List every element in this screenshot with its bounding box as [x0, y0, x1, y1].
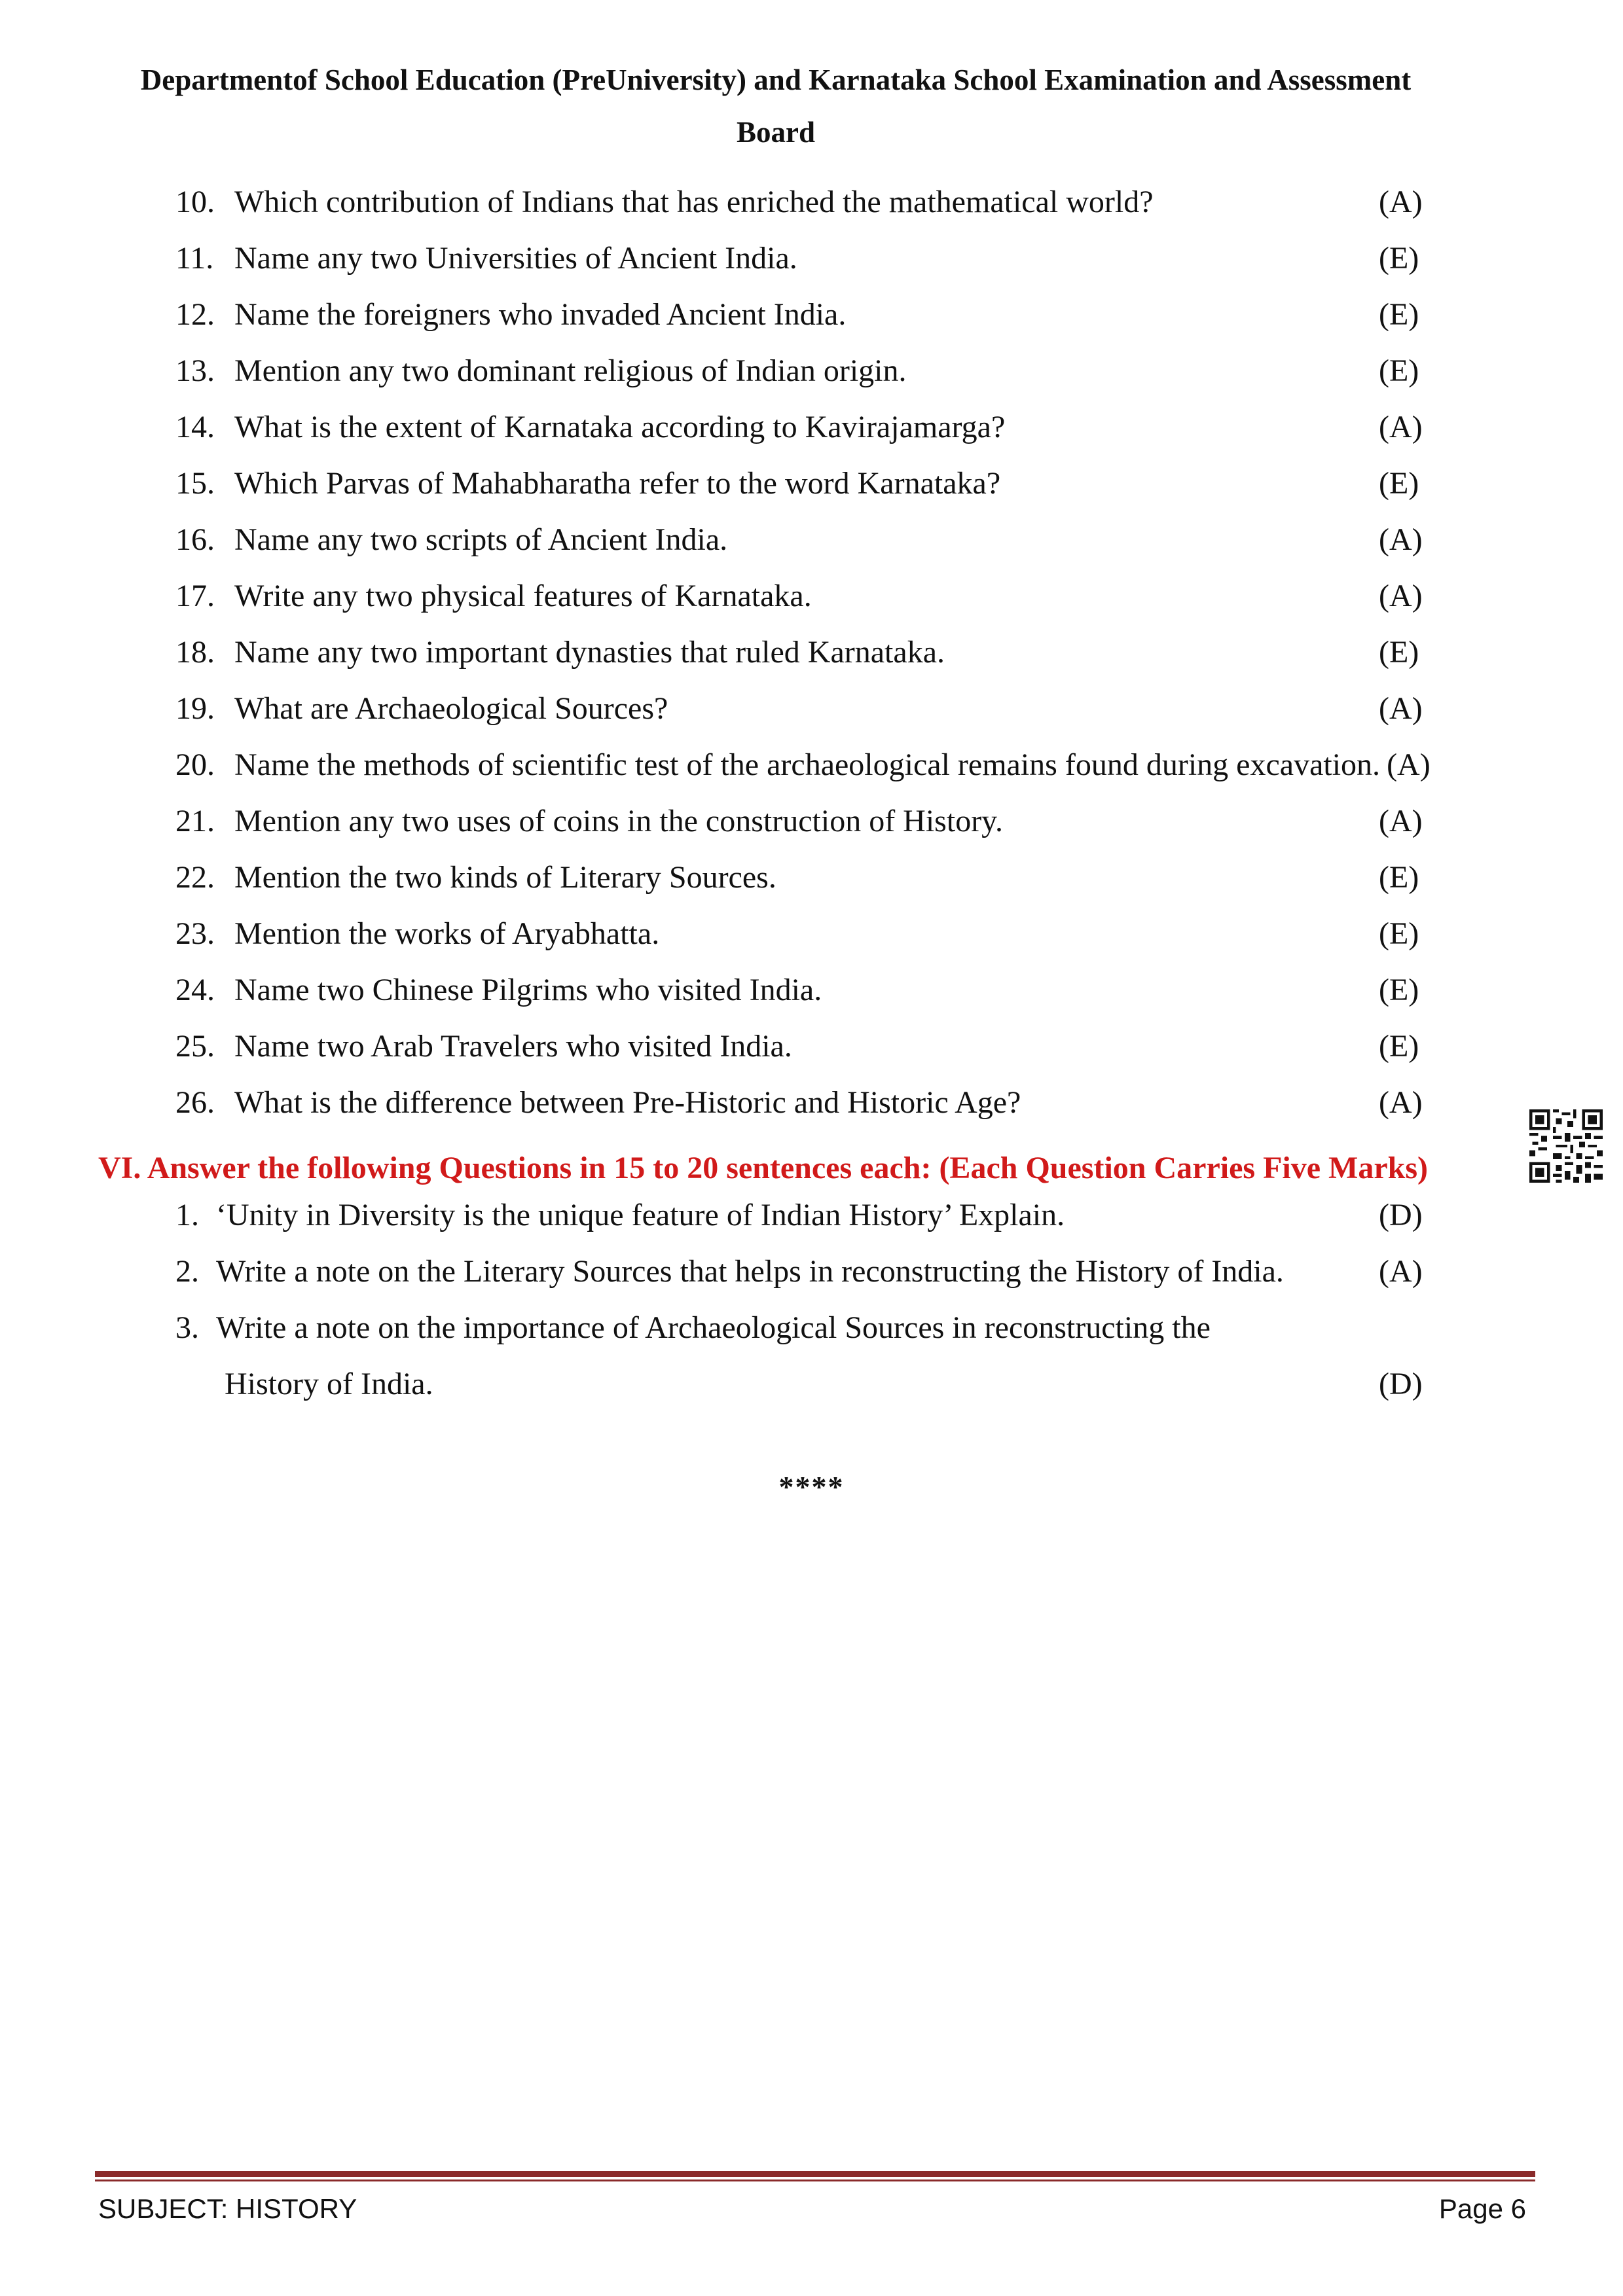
question-item — [0, 1075, 1623, 1131]
page-header — [85, 54, 1467, 158]
question-text: Write a note on the importance of Archaeological Sources in reconstructing the — [216, 1310, 1211, 1345]
difficulty-level: (E) — [1379, 973, 1419, 1007]
question-text: Name the foreigners who invaded Ancient India. — [234, 297, 847, 332]
question-number: 26. — [175, 1085, 215, 1120]
question-item — [0, 793, 1623, 850]
difficulty-level: (A) — [1379, 1254, 1423, 1289]
question-item — [0, 174, 1623, 230]
difficulty-level: (E) — [1379, 241, 1419, 276]
question-text: Which contribution of Indians that has enriched the mathematical world? — [234, 185, 1154, 219]
question-number: 23. — [175, 916, 215, 951]
question-text-body: Name the methods of scientific test of the archaeological remains found during excavation. — [234, 747, 1381, 782]
question-number: 20. — [175, 747, 215, 782]
question-number: 3. — [175, 1310, 199, 1345]
question-text: Mention any two dominant religious of Indian origin. — [234, 353, 907, 388]
question-item — [0, 1244, 1623, 1300]
difficulty-level: (E) — [1379, 353, 1419, 388]
question-text: Write any two physical features of Karnataka. — [234, 579, 812, 613]
question-number: 15. — [175, 466, 215, 501]
question-item — [0, 962, 1623, 1018]
difficulty-level: (A) — [1379, 1085, 1423, 1120]
question-number: 14. — [175, 410, 215, 444]
difficulty-level: (A) — [1387, 747, 1431, 782]
question-item — [0, 1300, 1623, 1356]
question-item — [0, 681, 1623, 737]
question-number: 25. — [175, 1029, 215, 1064]
question-number: 13. — [175, 353, 215, 388]
question-number: 19. — [175, 691, 215, 726]
question-text: Name two Arab Travelers who visited India. — [234, 1029, 792, 1064]
question-text: Write a note on the Literary Sources that helps in reconstructing the History of India. — [216, 1254, 1284, 1289]
question-item — [0, 737, 1623, 793]
footer-rule-thick — [95, 2171, 1535, 2177]
question-number: 2. — [175, 1254, 199, 1289]
question-text: Mention the two kinds of Literary Sources. — [234, 860, 776, 895]
question-item — [0, 624, 1623, 681]
footer-rule-thin — [95, 2179, 1535, 2181]
question-number: 22. — [175, 860, 215, 895]
question-number: 24. — [175, 973, 215, 1007]
difficulty-level: (E) — [1379, 635, 1419, 670]
question-number: 12. — [175, 297, 215, 332]
question-number: 10. — [175, 185, 215, 219]
question-text: Mention the works of Aryabhatta. — [234, 916, 660, 951]
difficulty-level: (D) — [1379, 1198, 1423, 1232]
question-text: Name any two scripts of Ancient India. — [234, 522, 728, 557]
difficulty-level: (A) — [1379, 185, 1423, 219]
question-item — [0, 1187, 1623, 1244]
question-item — [0, 512, 1623, 568]
difficulty-level: (A) — [1379, 579, 1423, 613]
question-text: Mention any two uses of coins in the construction of History. — [234, 804, 1004, 838]
difficulty-level: (A) — [1379, 691, 1423, 726]
question-text: Name any two Universities of Ancient India. — [234, 241, 797, 276]
question-item — [0, 343, 1623, 399]
question-text — [234, 737, 1431, 793]
header-line-2: Board — [736, 116, 815, 149]
question-text: What is the extent of Karnataka according to Kavirajamarga? — [234, 410, 1006, 444]
difficulty-level: (A) — [1379, 522, 1423, 557]
question-text: Name two Chinese Pilgrims who visited India. — [234, 973, 822, 1007]
question-text: Which Parvas of Mahabharatha refer to the word Karnataka? — [234, 466, 1001, 501]
question-number: 11. — [175, 241, 214, 276]
qr-code-icon — [1529, 1109, 1603, 1183]
question-text: Name any two important dynasties that ruled Karnataka. — [234, 635, 945, 670]
question-number: 21. — [175, 804, 215, 838]
difficulty-level: (E) — [1379, 297, 1419, 332]
question-item — [0, 287, 1623, 343]
question-number: 16. — [175, 522, 215, 557]
difficulty-level: (E) — [1379, 860, 1419, 895]
question-item — [0, 399, 1623, 456]
question-number: 17. — [175, 579, 215, 613]
question-text: History of India. — [225, 1367, 433, 1401]
question-text: What is the difference between Pre-Historic and Historic Age? — [234, 1085, 1021, 1120]
footer-subject: SUBJECT: HISTORY — [98, 2193, 357, 2224]
question-item — [0, 1018, 1623, 1075]
difficulty-level: (E) — [1379, 466, 1419, 501]
question-text: ‘Unity in Diversity is the unique feature of Indian History’ Explain. — [216, 1198, 1065, 1232]
question-item — [0, 456, 1623, 512]
section-vi-title: VI. Answer the following Questions in 15 to 20 sentences each: (Each Question Carries Five Marks) — [98, 1151, 1428, 1185]
footer-page-number: Page 6 — [1438, 2193, 1526, 2224]
question-number: 18. — [175, 635, 215, 670]
question-number: 1. — [175, 1198, 199, 1232]
question-item-continued — [0, 1356, 1623, 1412]
question-item — [0, 906, 1623, 962]
question-item — [0, 850, 1623, 906]
header-line-1: Departmentof School Education (PreUniversity) and Karnataka School Examination and Assessment — [140, 63, 1412, 96]
question-item — [0, 568, 1623, 624]
question-item — [0, 230, 1623, 287]
difficulty-level: (E) — [1379, 916, 1419, 951]
end-marker: **** — [778, 1470, 845, 1503]
difficulty-level: (D) — [1379, 1367, 1423, 1401]
difficulty-level: (E) — [1379, 1029, 1419, 1064]
difficulty-level: (A) — [1379, 804, 1423, 838]
difficulty-level: (A) — [1379, 410, 1423, 444]
question-text: What are Archaeological Sources? — [234, 691, 668, 726]
